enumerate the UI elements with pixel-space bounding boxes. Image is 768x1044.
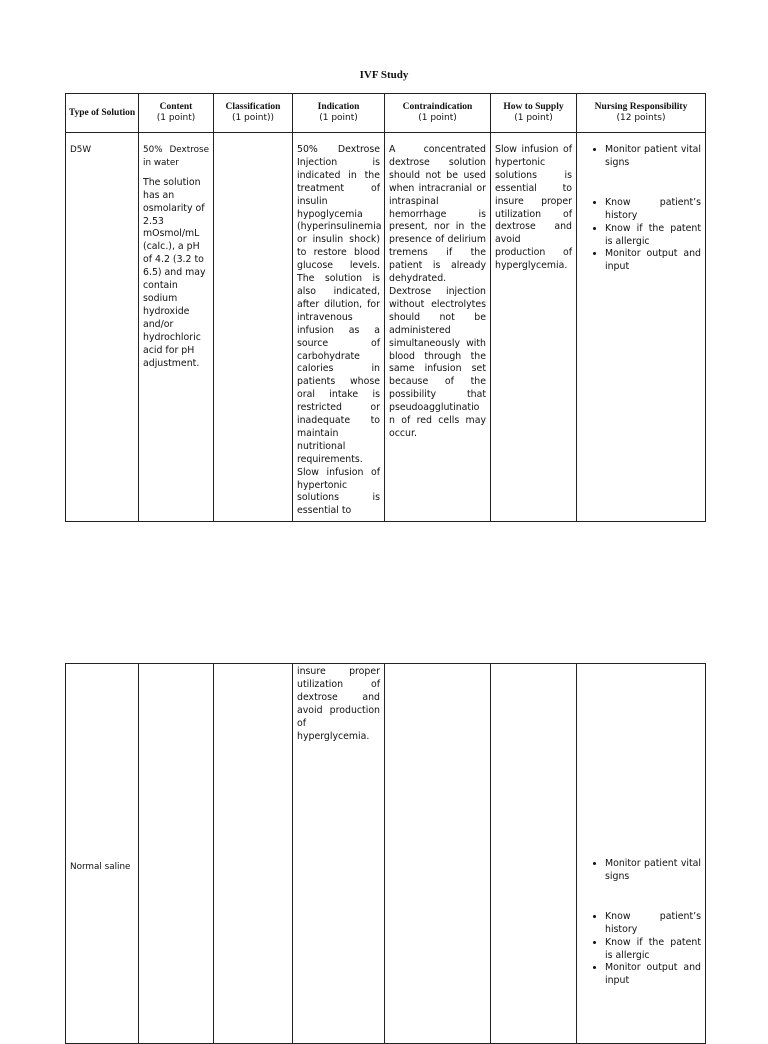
header-classification: Classification (1 point)) [214, 94, 293, 133]
header-type-of-solution: Type of Solution [66, 94, 139, 133]
ivf-study-table [65, 93, 706, 522]
cell-content [139, 664, 214, 1044]
cell-how-to-supply [491, 664, 577, 1044]
header-contraindication: Contraindication (1 point) [385, 94, 491, 133]
list-item: • Monitor output and input [605, 962, 701, 988]
cell-type: Normal saline [66, 664, 139, 1044]
list-item: • Know if the patent is allergic [605, 937, 701, 963]
list-item: • Monitor output and input [605, 248, 701, 274]
list-item: • Know patient’s history [605, 197, 701, 223]
header-nursing-responsibility: Nursing Responsibility (12 points) [577, 94, 706, 133]
cell-indication: insure proper utilization of dextrose and avoid production of hyperglycemia. [293, 664, 385, 1044]
table-row [66, 133, 706, 522]
cell-type: D5W [66, 133, 139, 522]
header-how-to-supply: How to Supply (1 point) [491, 94, 577, 133]
cell-classification [214, 133, 293, 522]
cell-indication: 50% Dextrose Injection is indicated in the treatment of insulin hypoglycemia (hyperinsulinemia or insulin shock) to restore blood glucose levels. The solution is also indicated, after dilution, for intravenous infusion as a source of carbohydrate calories in patients whose oral intake is restricted or inadequate to maintain nutritional requirements. Slow infusion of hypertonic solutions is essential to [293, 133, 385, 522]
cell-how-to-supply: Slow infusion of hypertonic solutions is essential to insure proper utilization of dextrose and avoid production of hyperglycemia. [491, 133, 577, 522]
document-title: IVF Study [359, 69, 409, 81]
header-content: Content (1 point) [139, 94, 214, 133]
table-row [66, 664, 706, 1044]
cell-contraindication [385, 664, 491, 1044]
cell-nursing [577, 664, 706, 1044]
cell-contraindication: A concentrated dextrose solution should not be used when intracranial or intraspinal hemorrhage is present, nor in the presence of delirium tremens if the patient is already dehydrated. Dextrose injection without electrolytes should not be administered simultaneously with blood through the same infusion set because of the possibility that pseudoagglutinatio n of red cells may occur. [385, 133, 491, 522]
cell-nursing [577, 133, 706, 522]
list-item: • Monitor patient vital signs [605, 144, 701, 170]
ivf-study-table-continued [65, 663, 706, 1044]
list-item: • Know if the patent is allergic [605, 223, 701, 249]
cell-classification [214, 664, 293, 1044]
header-indication: Indication (1 point) [293, 94, 385, 133]
list-item: • Monitor patient vital signs [605, 858, 701, 884]
header-row [66, 94, 706, 133]
cell-content: 50% Dextrose in water The solution has an osmolarity of 2.53 mOsmol/mL (calc.), a pH of 4.2 (3.2 to 6.5) and may contain sodium hydroxide and/or hydrochloric acid for pH adjustment. [139, 133, 214, 522]
list-item: • Know patient’s history [605, 911, 701, 937]
